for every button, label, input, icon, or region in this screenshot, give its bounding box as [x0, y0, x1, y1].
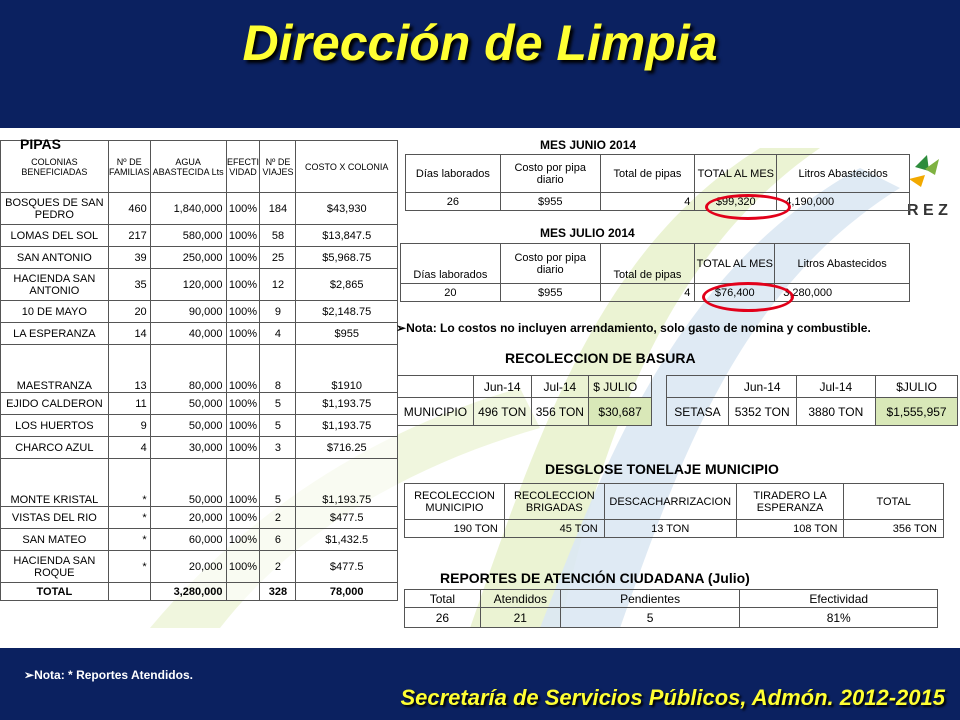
pipas-cell: SAN ANTONIO	[1, 247, 109, 269]
pipas-cell: 250,000	[150, 247, 226, 269]
recoleccion-title: RECOLECCION DE BASURA	[505, 350, 696, 366]
julio-circle	[702, 282, 794, 312]
setasa-cell: SETASA	[667, 398, 729, 426]
reportes-cell: 21	[480, 608, 560, 628]
pipas-cell: HACIENDA SAN ANTONIO	[1, 269, 109, 301]
setasa-cell: 5352 TON	[728, 398, 796, 426]
pipas-cell: 14	[108, 323, 150, 345]
municipio-cell: 356 TON	[531, 398, 589, 426]
pipas-cell: 50,000	[150, 393, 226, 415]
pipas-row	[1, 393, 398, 415]
pipas-cell: $1,193.75	[296, 415, 398, 437]
pipas-cell: 460	[108, 193, 150, 225]
pipas-cell: 39	[108, 247, 150, 269]
julio-table	[400, 243, 910, 302]
pipas-row	[1, 345, 398, 393]
julio-header: TOTAL AL MES	[695, 244, 775, 284]
pipas-cell: $716.25	[296, 437, 398, 459]
pipas-header: Nº DE VIAJES	[260, 141, 296, 193]
julio-cell: 3,280,000	[775, 284, 910, 302]
pipas-row	[1, 415, 398, 437]
pipas-cell: $1,193.75	[296, 459, 398, 507]
desglose-header: TOTAL	[844, 484, 944, 520]
pipas-cell: 20,000	[150, 507, 226, 529]
logo	[905, 153, 960, 223]
municipio-cell: MUNICIPIO	[398, 398, 474, 426]
reportes-header: Atendidos	[480, 590, 560, 608]
desglose-cell: 13 TON	[604, 520, 736, 538]
pipas-total-cell: 78,000	[296, 583, 398, 601]
municipio-header: Jul-14	[531, 376, 589, 398]
pipas-header: AGUA ABASTECIDA Lts	[150, 141, 226, 193]
desglose-header: TIRADERO LA ESPERANZA	[736, 484, 844, 520]
pipas-cell: SAN MATEO	[1, 529, 109, 551]
pipas-cell: 90,000	[150, 301, 226, 323]
pipas-cell: 58	[260, 225, 296, 247]
pipas-cell: 2	[260, 507, 296, 529]
pipas-cell: $2,865	[296, 269, 398, 301]
reportes-cell: 5	[560, 608, 740, 628]
pipas-cell: EJIDO CALDERON	[1, 393, 109, 415]
pipas-cell: LA ESPERANZA	[1, 323, 109, 345]
setasa-header: Jun-14	[728, 376, 796, 398]
content-panel	[0, 128, 960, 648]
pipas-cell: 13	[108, 345, 150, 393]
pipas-cell: 50,000	[150, 415, 226, 437]
julio-cell: 4	[600, 284, 695, 302]
pipas-cell: MONTE KRISTAL	[1, 459, 109, 507]
pipas-cell: 25	[260, 247, 296, 269]
pipas-cell: 100%	[226, 193, 260, 225]
junio-title: MES JUNIO 2014	[540, 138, 637, 152]
pipas-header: COLONIAS BENEFICIADAS	[1, 141, 109, 193]
setasa-cell: $1,555,957	[876, 398, 958, 426]
pipas-cell: $13,847.5	[296, 225, 398, 247]
junio-cell: 26	[406, 193, 501, 211]
pipas-cell: 580,000	[150, 225, 226, 247]
pipas-row	[1, 437, 398, 459]
setasa-header: Jul-14	[796, 376, 876, 398]
pipas-cell: LOS HUERTOS	[1, 415, 109, 437]
footer-text: Secretaría de Servicios Públicos, Admón. 2012-2015	[400, 685, 945, 710]
pipas-cell: 80,000	[150, 345, 226, 393]
pipas-cell: 12	[260, 269, 296, 301]
pipas-cell: 4	[260, 323, 296, 345]
pipas-total-cell: 328	[260, 583, 296, 601]
pipas-cell: MAESTRANZA	[1, 345, 109, 393]
pipas-total-cell	[226, 583, 260, 601]
pipas-cell: 100%	[226, 301, 260, 323]
pipas-total-cell: TOTAL	[1, 583, 109, 601]
pipas-cell: $2,148.75	[296, 301, 398, 323]
pipas-cell: 3	[260, 437, 296, 459]
municipio-header	[398, 376, 474, 398]
junio-header: Costo por pipa diario	[500, 155, 600, 193]
desglose-header: DESCACHARRIZACION	[604, 484, 736, 520]
pipas-cell: CHARCO AZUL	[1, 437, 109, 459]
pipas-cell: 100%	[226, 459, 260, 507]
julio-header: Litros Abastecidos	[775, 244, 910, 284]
pipas-cell: 120,000	[150, 269, 226, 301]
pipas-cell: 20,000	[150, 551, 226, 583]
pipas-cell: 11	[108, 393, 150, 415]
junio-table	[405, 154, 910, 211]
reportes-cell: 81%	[740, 608, 938, 628]
desglose-table	[404, 483, 944, 538]
junio-cell: 4	[600, 193, 695, 211]
pipas-cell: 100%	[226, 415, 260, 437]
pipas-label: PIPAS	[20, 136, 61, 152]
bottom-note: ➢Nota: * Reportes Atendidos.	[24, 668, 193, 682]
municipio-cell: 496 TON	[473, 398, 531, 426]
pipas-cell: 100%	[226, 529, 260, 551]
pipas-cell: 100%	[226, 225, 260, 247]
setasa-cell: 3880 TON	[796, 398, 876, 426]
pipas-table	[0, 140, 398, 601]
desglose-cell: 108 TON	[736, 520, 844, 538]
pipas-cell: 100%	[226, 323, 260, 345]
pipas-row	[1, 323, 398, 345]
pipas-cell: 6	[260, 529, 296, 551]
municipio-table	[397, 375, 652, 426]
junio-circle	[705, 194, 791, 220]
pipas-cell: VISTAS DEL RIO	[1, 507, 109, 529]
pipas-row	[1, 301, 398, 323]
note-arrow-icon: ➢	[396, 321, 407, 335]
pipas-row	[1, 507, 398, 529]
pipas-cell: BOSQUES DE SAN PEDRO	[1, 193, 109, 225]
julio-header: Días laborados	[401, 244, 501, 284]
pipas-cell: $43,930	[296, 193, 398, 225]
pipas-cell: 20	[108, 301, 150, 323]
pipas-cell: $477.5	[296, 507, 398, 529]
julio-cell: $76,400	[695, 284, 775, 302]
pipas-cell: 100%	[226, 551, 260, 583]
junio-header: TOTAL AL MES	[695, 155, 777, 193]
costs-note: ➢Nota: Lo costos no incluyen arrendamiento, solo gasto de nomina y combustible.	[396, 321, 871, 335]
pipas-cell: 60,000	[150, 529, 226, 551]
desglose-cell: 190 TON	[405, 520, 505, 538]
pipas-cell: 5	[260, 459, 296, 507]
setasa-header	[667, 376, 729, 398]
reportes-header: Pendientes	[560, 590, 740, 608]
setasa-header: $JULIO	[876, 376, 958, 398]
pipas-cell: LOMAS DEL SOL	[1, 225, 109, 247]
pipas-total-cell: 3,280,000	[150, 583, 226, 601]
pipas-cell: 4	[108, 437, 150, 459]
junio-header: Días laborados	[406, 155, 501, 193]
pipas-cell: 8	[260, 345, 296, 393]
junio-cell: $955	[500, 193, 600, 211]
pipas-cell: 9	[260, 301, 296, 323]
pipas-cell: 100%	[226, 437, 260, 459]
pipas-total-cell	[108, 583, 150, 601]
municipio-cell: $30,687	[589, 398, 652, 426]
pipas-cell: 100%	[226, 393, 260, 415]
pipas-cell: 10 DE MAYO	[1, 301, 109, 323]
setasa-table	[666, 375, 958, 426]
pipas-row	[1, 269, 398, 301]
pipas-cell: 50,000	[150, 459, 226, 507]
pipas-cell: 2	[260, 551, 296, 583]
pipas-row	[1, 225, 398, 247]
pipas-cell: 35	[108, 269, 150, 301]
note-arrow-icon: ➢	[24, 668, 35, 682]
desglose-header: RECOLECCION MUNICIPIO	[405, 484, 505, 520]
pipas-row	[1, 529, 398, 551]
pipas-row	[1, 193, 398, 225]
pipas-cell: 40,000	[150, 323, 226, 345]
pipas-cell: 100%	[226, 269, 260, 301]
pipas-cell: $1,193.75	[296, 393, 398, 415]
pipas-header: COSTO X COLONIA	[296, 141, 398, 193]
pipas-header: EFECTI VIDAD	[226, 141, 260, 193]
municipio-header: $ JULIO	[589, 376, 652, 398]
junio-header: Litros Abastecidos	[777, 155, 910, 193]
pipas-cell: 5	[260, 393, 296, 415]
desglose-header: RECOLECCION BRIGADAS	[504, 484, 604, 520]
reportes-header: Efectividad	[740, 590, 938, 608]
pipas-cell: HACIENDA SAN ROQUE	[1, 551, 109, 583]
pipas-cell: 100%	[226, 345, 260, 393]
julio-cell: 20	[401, 284, 501, 302]
municipio-header: Jun-14	[473, 376, 531, 398]
pipas-cell: 9	[108, 415, 150, 437]
reportes-header: Total	[405, 590, 481, 608]
pipas-cell: 100%	[226, 247, 260, 269]
pipas-cell: 5	[260, 415, 296, 437]
reportes-table	[404, 589, 938, 628]
pipas-cell: $5,968.75	[296, 247, 398, 269]
pipas-cell: *	[108, 551, 150, 583]
pipas-cell: *	[108, 507, 150, 529]
pipas-cell: 30,000	[150, 437, 226, 459]
pipas-row	[1, 551, 398, 583]
julio-cell: $955	[500, 284, 600, 302]
desglose-cell: 45 TON	[504, 520, 604, 538]
pipas-header: Nº DE FAMILIAS	[108, 141, 150, 193]
pipas-cell: $955	[296, 323, 398, 345]
pipas-cell: $477.5	[296, 551, 398, 583]
pipas-cell: $1910	[296, 345, 398, 393]
junio-cell: 4,190,000	[777, 193, 910, 211]
pipas-cell: $1,432.5	[296, 529, 398, 551]
page-title: Dirección de Limpia	[242, 15, 718, 71]
junio-cell: $99,320	[695, 193, 777, 211]
pipas-cell: *	[108, 529, 150, 551]
pipas-cell: 1,840,000	[150, 193, 226, 225]
julio-header: Costo por pipa diario	[500, 244, 600, 284]
pipas-cell: 217	[108, 225, 150, 247]
pipas-row	[1, 247, 398, 269]
desglose-title: DESGLOSE TONELAJE MUNICIPIO	[545, 461, 779, 477]
julio-title: MES JULIO 2014	[540, 226, 635, 240]
junio-header: Total de pipas	[600, 155, 695, 193]
reportes-cell: 26	[405, 608, 481, 628]
desglose-cell: 356 TON	[844, 520, 944, 538]
pipas-cell: *	[108, 459, 150, 507]
pipas-row	[1, 459, 398, 507]
pipas-cell: 184	[260, 193, 296, 225]
pipas-cell: 100%	[226, 507, 260, 529]
logo-text: R E Z	[907, 202, 948, 219]
reportes-title: REPORTES DE ATENCIÓN CIUDADANA (Julio)	[440, 570, 750, 586]
julio-header: Total de pipas	[600, 244, 695, 284]
pipas-total-row	[1, 583, 398, 601]
